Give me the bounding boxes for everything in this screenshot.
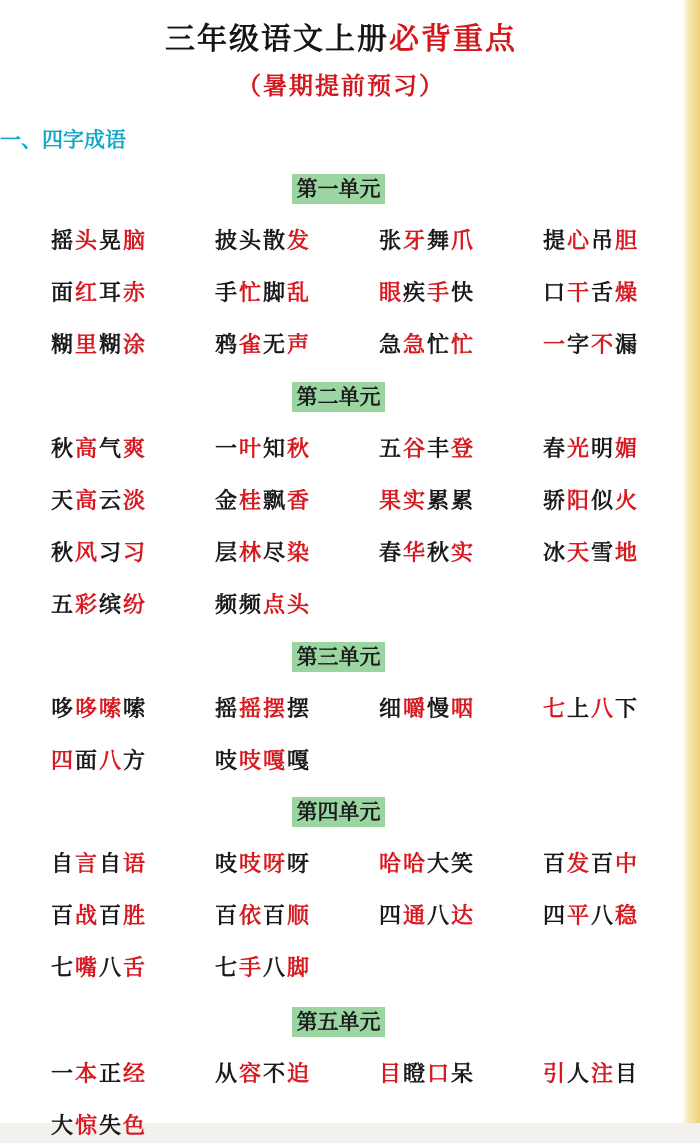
idiom (542, 692, 638, 726)
idiom-char: 容 (238, 1061, 261, 1087)
idiom-char: 乱 (286, 280, 309, 306)
idiom-char: 舞 (426, 228, 449, 254)
idiom (542, 847, 638, 881)
idiom-char: 高 (74, 488, 97, 514)
idiom-char: 谷 (402, 436, 425, 462)
idiom-char: 实 (402, 488, 425, 514)
idiom (50, 899, 146, 933)
idiom-char: 八 (590, 903, 613, 929)
unit-heading: 第一单元 (292, 174, 385, 204)
idiom-char: 爪 (450, 228, 473, 254)
idiom-char: 光 (566, 436, 589, 462)
idiom-char: 天 (50, 488, 73, 514)
idiom-char: 天 (566, 540, 589, 566)
idiom (50, 276, 146, 310)
idiom (214, 899, 310, 933)
idiom (214, 224, 310, 258)
idiom-char: 心 (566, 228, 589, 254)
idiom-char: 嘎 (262, 748, 285, 774)
idiom-char: 云 (98, 488, 121, 514)
idiom-char: 媚 (614, 436, 637, 462)
idiom-char: 爽 (122, 436, 145, 462)
idiom (378, 276, 474, 310)
unit-heading: 第四单元 (292, 797, 385, 827)
idiom (378, 536, 474, 570)
idiom-char: 火 (614, 488, 637, 514)
idiom-char: 桂 (238, 488, 261, 514)
idiom-char: 晃 (98, 228, 121, 254)
idiom (214, 588, 310, 622)
idiom-char: 秋 (50, 436, 73, 462)
idiom-char: 七 (50, 955, 73, 981)
idiom-char: 声 (286, 332, 309, 358)
idiom-char: 言 (74, 851, 97, 877)
page-subtitle: （暑期提前预习） (237, 72, 445, 100)
idiom-char: 秋 (286, 436, 309, 462)
idiom-char: 笑 (450, 851, 473, 877)
idiom-char: 百 (214, 903, 237, 929)
idiom (378, 899, 474, 933)
idiom-char: 八 (262, 955, 285, 981)
idiom-char: 慢 (426, 696, 449, 722)
idiom-char: 急 (402, 332, 425, 358)
idiom-char: 上 (566, 696, 589, 722)
idiom-char: 实 (450, 540, 473, 566)
idiom-char: 通 (402, 903, 425, 929)
idiom-char: 哈 (378, 851, 401, 877)
idiom-char: 脑 (122, 228, 145, 254)
idiom (378, 1057, 474, 1091)
idiom-char: 手 (426, 280, 449, 306)
idiom-char: 正 (98, 1061, 121, 1087)
idiom-char: 咽 (450, 696, 473, 722)
idiom-char: 雪 (590, 540, 613, 566)
idiom-char: 摆 (262, 696, 285, 722)
idiom-char: 平 (566, 903, 589, 929)
idiom (214, 536, 310, 570)
idiom (214, 847, 310, 881)
idiom-char: 五 (378, 436, 401, 462)
idiom-char: 习 (122, 540, 145, 566)
idiom (214, 744, 310, 778)
idiom-char: 口 (426, 1061, 449, 1087)
idiom (50, 432, 146, 466)
idiom-char: 摇 (238, 696, 261, 722)
idiom-char: 手 (214, 280, 237, 306)
idiom-char: 春 (542, 436, 565, 462)
idiom-char: 百 (50, 903, 73, 929)
section-heading: 一、四字成语 (0, 128, 126, 152)
idiom (378, 692, 474, 726)
idiom-char: 引 (542, 1061, 565, 1087)
idiom-char: 迫 (286, 1061, 309, 1087)
idiom (542, 276, 638, 310)
idiom-char: 字 (566, 332, 589, 358)
idiom-char: 飘 (262, 488, 285, 514)
idiom-char: 呀 (286, 851, 309, 877)
idiom-char: 层 (214, 540, 237, 566)
idiom-char: 嚼 (402, 696, 425, 722)
idiom-char: 淡 (122, 488, 145, 514)
idiom-char: 脚 (286, 955, 309, 981)
idiom-char: 大 (50, 1113, 73, 1139)
idiom-char: 四 (542, 903, 565, 929)
idiom-char: 提 (542, 228, 565, 254)
idiom-char: 色 (122, 1113, 145, 1139)
idiom-char: 里 (74, 332, 97, 358)
idiom-char: 语 (122, 851, 145, 877)
idiom-char: 下 (614, 696, 637, 722)
idiom-char: 一 (50, 1061, 73, 1087)
idiom-char: 失 (98, 1113, 121, 1139)
idiom-char: 达 (450, 903, 473, 929)
idiom-char: 果 (378, 488, 401, 514)
idiom-char: 摇 (50, 228, 73, 254)
idiom-char: 呀 (262, 851, 285, 877)
page-title (0, 14, 682, 58)
idiom-char: 阳 (566, 488, 589, 514)
idiom (214, 951, 310, 985)
idiom-char: 八 (590, 696, 613, 722)
idiom-char: 嘎 (286, 748, 309, 774)
idiom-char: 惊 (74, 1113, 97, 1139)
idiom (214, 276, 310, 310)
idiom-char: 稳 (614, 903, 637, 929)
idiom-char: 频 (214, 592, 237, 618)
idiom (378, 328, 474, 362)
idiom (214, 432, 310, 466)
idiom-char: 干 (566, 280, 589, 306)
idiom-char: 累 (450, 488, 473, 514)
idiom-char: 漏 (614, 332, 637, 358)
idiom-char: 依 (238, 903, 261, 929)
idiom-char: 八 (98, 748, 121, 774)
idiom-char: 吱 (238, 851, 261, 877)
idiom-char: 七 (542, 696, 565, 722)
idiom (50, 328, 146, 362)
idiom-char: 吱 (214, 851, 237, 877)
idiom-char: 尽 (262, 540, 285, 566)
idiom-char: 八 (98, 955, 121, 981)
idiom (378, 432, 474, 466)
idiom-char: 不 (590, 332, 613, 358)
idiom (50, 588, 146, 622)
idiom-char: 胜 (122, 903, 145, 929)
idiom-char: 人 (566, 1061, 589, 1087)
idiom-char: 染 (286, 540, 309, 566)
idiom (50, 744, 146, 778)
idiom-char: 鸦 (214, 332, 237, 358)
idiom-char: 百 (590, 851, 613, 877)
idiom-char: 脚 (262, 280, 285, 306)
idiom-char: 顺 (286, 903, 309, 929)
idiom-char: 纷 (122, 592, 145, 618)
idiom (50, 536, 146, 570)
idiom-char: 糊 (98, 332, 121, 358)
idiom (542, 536, 638, 570)
idiom-char: 忙 (426, 332, 449, 358)
idiom-char: 发 (566, 851, 589, 877)
idiom-char: 瞪 (402, 1061, 425, 1087)
idiom (50, 951, 146, 985)
idiom-char: 涂 (122, 332, 145, 358)
idiom-char: 七 (214, 955, 237, 981)
idiom-char: 林 (238, 540, 261, 566)
idiom-char: 头 (238, 228, 261, 254)
idiom (542, 432, 638, 466)
idiom-char: 大 (426, 851, 449, 877)
idiom-char: 五 (50, 592, 73, 618)
idiom-char: 嗦 (98, 696, 121, 722)
idiom-char: 面 (74, 748, 97, 774)
idiom (542, 328, 638, 362)
idiom-char: 中 (614, 851, 637, 877)
idiom-char: 耳 (98, 280, 121, 306)
idiom-char: 嗦 (122, 696, 145, 722)
idiom (50, 847, 146, 881)
idiom-char: 点 (262, 592, 285, 618)
idiom-char: 春 (378, 540, 401, 566)
idiom-char: 头 (286, 592, 309, 618)
idiom-char: 急 (378, 332, 401, 358)
idiom (378, 484, 474, 518)
idiom (378, 847, 474, 881)
idiom (50, 484, 146, 518)
idiom-char: 疾 (402, 280, 425, 306)
idiom-char: 摆 (286, 696, 309, 722)
idiom-char: 披 (214, 228, 237, 254)
idiom-char: 快 (450, 280, 473, 306)
idiom-char: 秋 (426, 540, 449, 566)
idiom-char: 糊 (50, 332, 73, 358)
idiom-char: 摇 (214, 696, 237, 722)
idiom-char: 丰 (426, 436, 449, 462)
idiom-char: 明 (590, 436, 613, 462)
idiom-char: 彩 (74, 592, 97, 618)
idiom-char: 风 (74, 540, 97, 566)
idiom (542, 1057, 638, 1091)
idiom-char: 发 (286, 228, 309, 254)
idiom (214, 1057, 310, 1091)
idiom-char: 胆 (614, 228, 637, 254)
idiom-char: 香 (286, 488, 309, 514)
idiom-char: 华 (402, 540, 425, 566)
idiom-char: 知 (262, 436, 285, 462)
idiom-char: 牙 (402, 228, 425, 254)
idiom-char: 本 (74, 1061, 97, 1087)
idiom-char: 吱 (214, 748, 237, 774)
idiom-char: 从 (214, 1061, 237, 1087)
idiom (50, 692, 146, 726)
idiom-char: 高 (74, 436, 97, 462)
idiom-char: 方 (122, 748, 145, 774)
idiom-char: 地 (614, 540, 637, 566)
idiom-char: 百 (98, 903, 121, 929)
idiom-char: 八 (426, 903, 449, 929)
idiom (50, 1057, 146, 1091)
title-highlight: 必背重点 (389, 22, 517, 57)
idiom (50, 224, 146, 258)
idiom-char: 细 (378, 696, 401, 722)
idiom-char: 百 (542, 851, 565, 877)
idiom-char: 红 (74, 280, 97, 306)
idiom-char: 手 (238, 955, 261, 981)
idiom-char: 舌 (122, 955, 145, 981)
idiom-char: 一 (542, 332, 565, 358)
idiom-char: 四 (378, 903, 401, 929)
idiom-char: 骄 (542, 488, 565, 514)
idiom-char: 哆 (50, 696, 73, 722)
idiom-char: 冰 (542, 540, 565, 566)
idiom-char: 吊 (590, 228, 613, 254)
idiom-char: 不 (262, 1061, 285, 1087)
idiom-char: 忙 (238, 280, 261, 306)
idiom-char: 习 (98, 540, 121, 566)
unit-heading: 第二单元 (292, 382, 385, 412)
idiom-char: 眼 (378, 280, 401, 306)
idiom-char: 缤 (98, 592, 121, 618)
idiom-char: 哆 (74, 696, 97, 722)
unit-heading: 第三单元 (292, 642, 385, 672)
idiom-char: 叶 (238, 436, 261, 462)
idiom-char: 张 (378, 228, 401, 254)
idiom-char: 似 (590, 488, 613, 514)
idiom-char: 吱 (238, 748, 261, 774)
idiom (378, 224, 474, 258)
idiom (214, 484, 310, 518)
idiom (50, 1109, 146, 1143)
idiom-char: 赤 (122, 280, 145, 306)
idiom-char: 呆 (450, 1061, 473, 1087)
title-text: 三年级语文上册 (165, 22, 389, 57)
idiom-char: 嘴 (74, 955, 97, 981)
idiom-char: 散 (262, 228, 285, 254)
idiom-char: 雀 (238, 332, 261, 358)
idiom (214, 692, 310, 726)
idiom-char: 频 (238, 592, 261, 618)
idiom-char: 累 (426, 488, 449, 514)
idiom-char: 金 (214, 488, 237, 514)
idiom-char: 战 (74, 903, 97, 929)
idiom-char: 四 (50, 748, 73, 774)
idiom (542, 224, 638, 258)
idiom (214, 328, 310, 362)
idiom-char: 秋 (50, 540, 73, 566)
idiom-char: 口 (542, 280, 565, 306)
unit-heading: 第五单元 (292, 1007, 385, 1037)
idiom (542, 899, 638, 933)
idiom-char: 一 (214, 436, 237, 462)
idiom-char: 目 (614, 1061, 637, 1087)
idiom-char: 忙 (450, 332, 473, 358)
idiom-char: 经 (122, 1061, 145, 1087)
idiom (542, 484, 638, 518)
idiom-char: 头 (74, 228, 97, 254)
idiom-char: 注 (590, 1061, 613, 1087)
idiom-char: 无 (262, 332, 285, 358)
idiom-char: 燥 (614, 280, 637, 306)
idiom-char: 登 (450, 436, 473, 462)
idiom-char: 舌 (590, 280, 613, 306)
idiom-char: 面 (50, 280, 73, 306)
idiom-char: 自 (50, 851, 73, 877)
idiom-char: 百 (262, 903, 285, 929)
idiom-char: 自 (98, 851, 121, 877)
idiom-char: 目 (378, 1061, 401, 1087)
idiom-char: 气 (98, 436, 121, 462)
idiom-char: 哈 (402, 851, 425, 877)
page-edge-decoration (682, 0, 700, 1123)
